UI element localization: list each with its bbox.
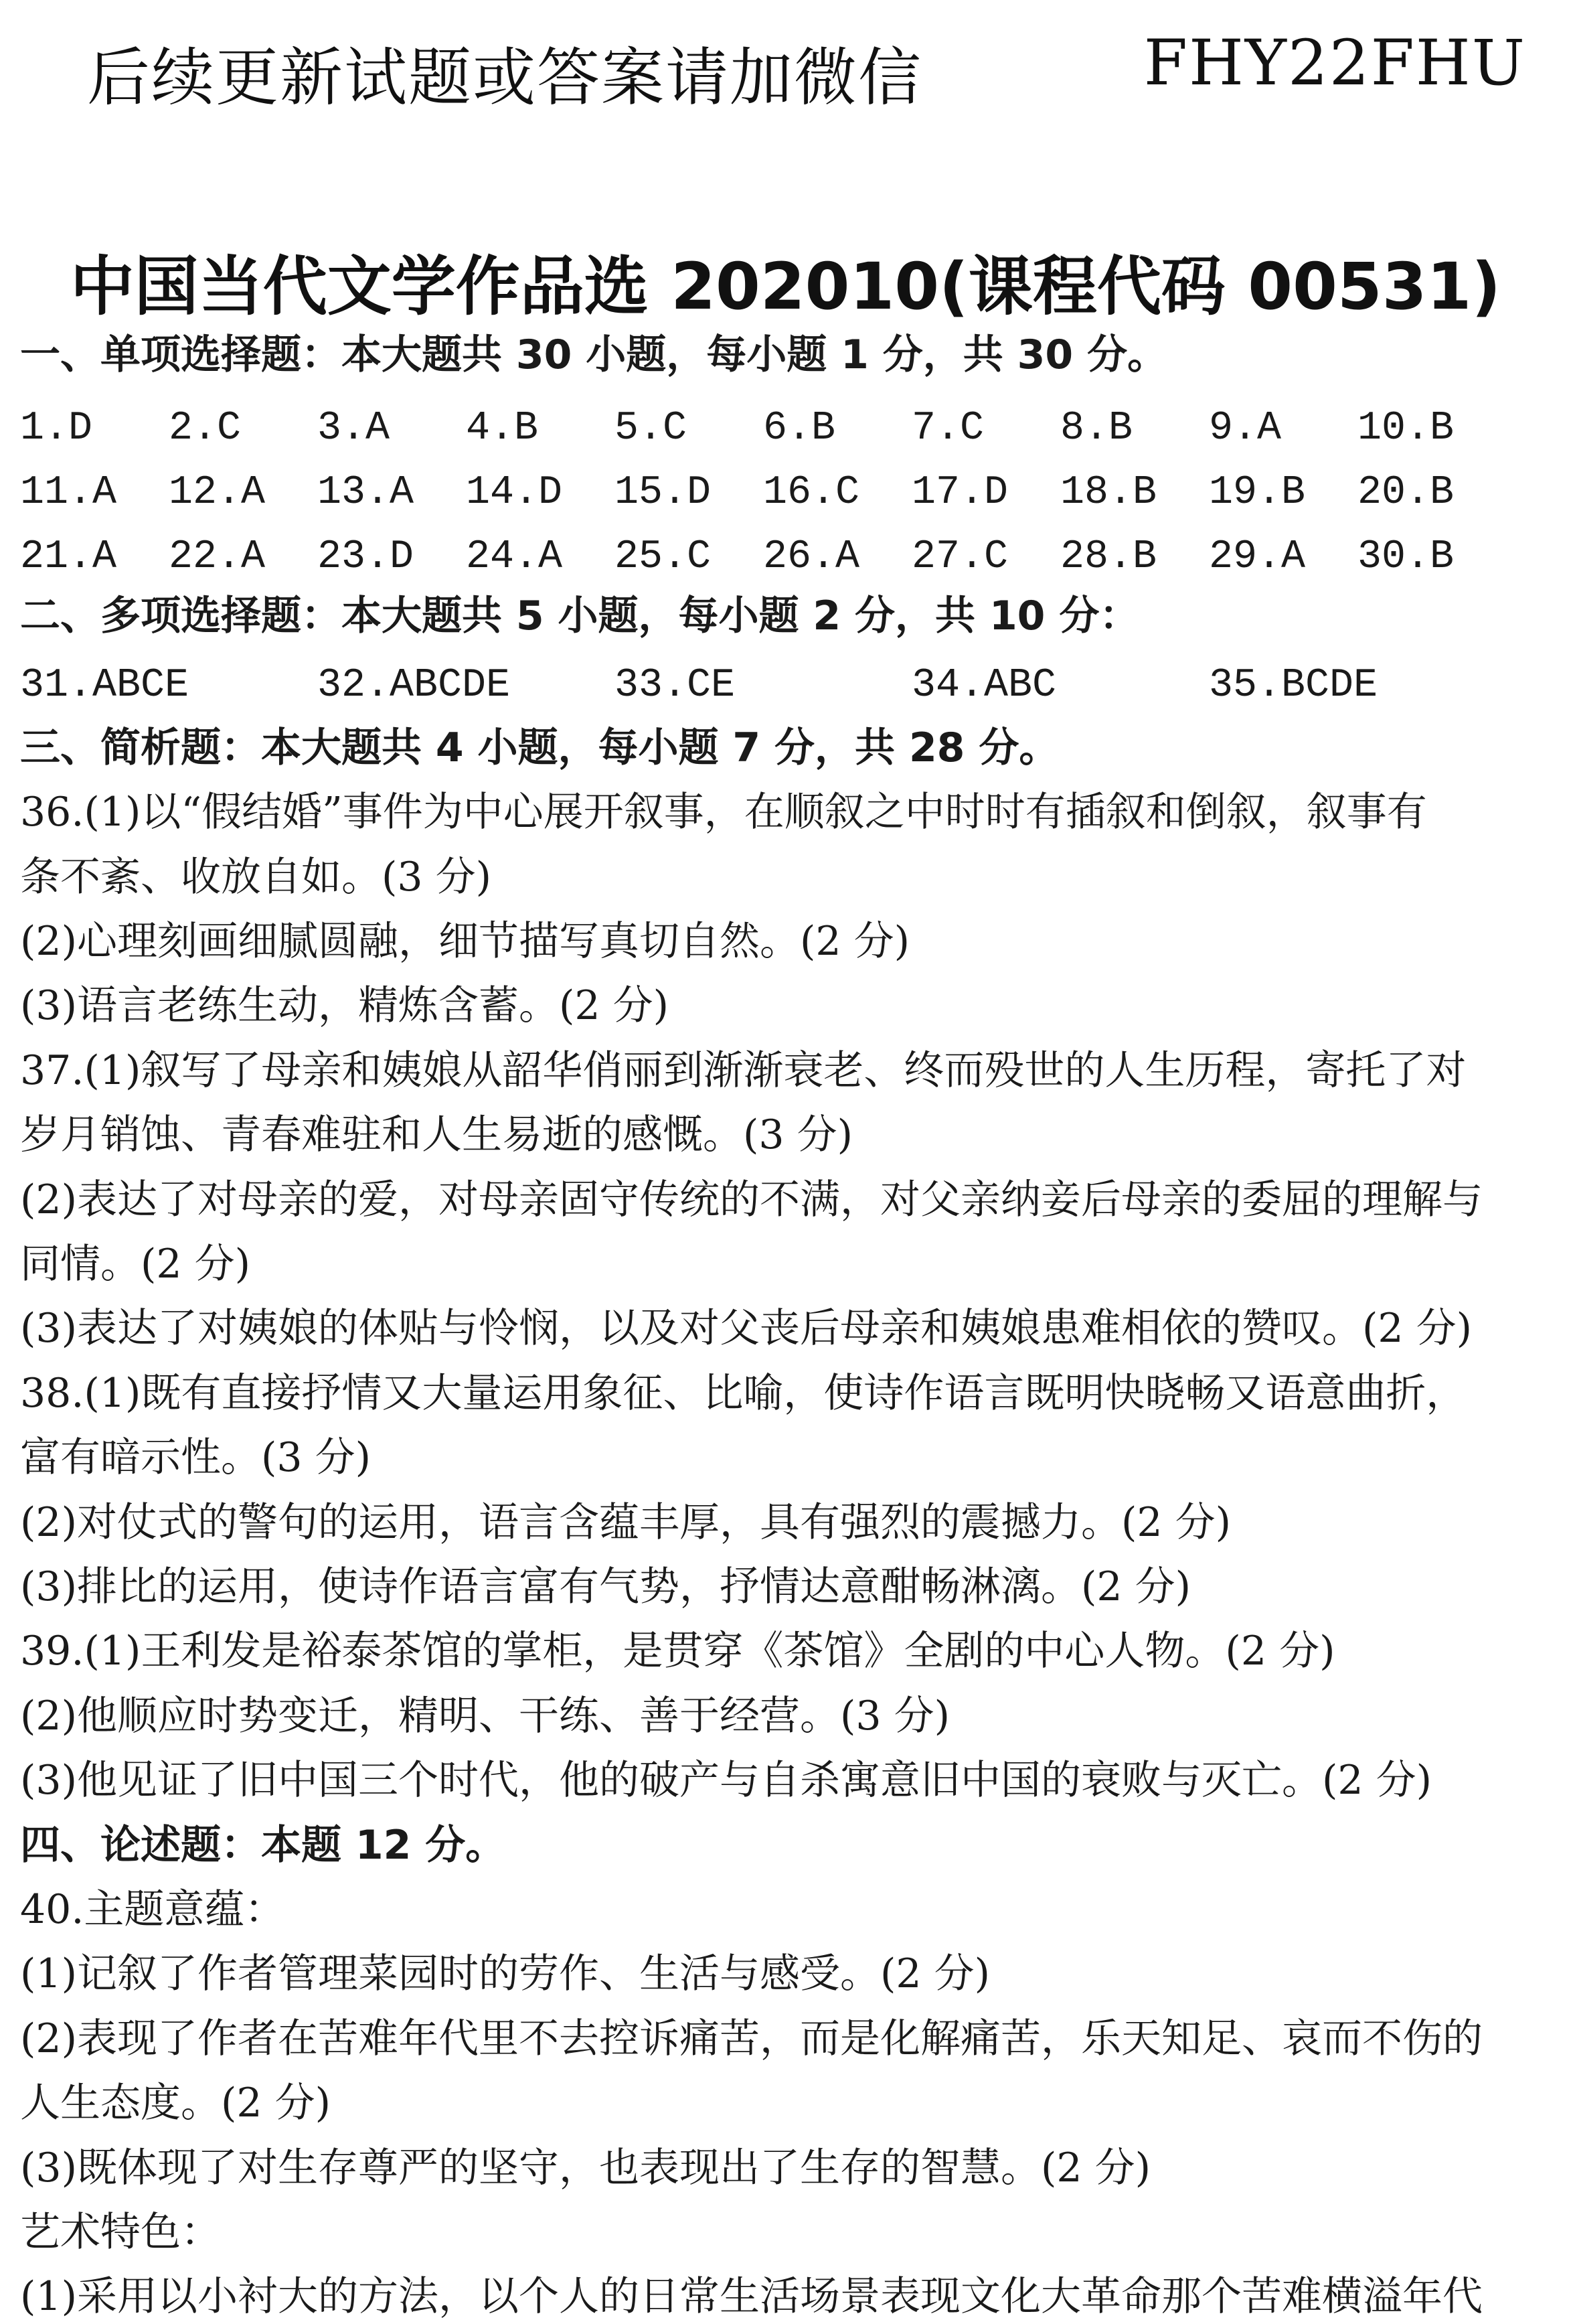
single-choice-answer: 22.A xyxy=(169,534,266,580)
multiple-choice-answer: 31.ABCE xyxy=(20,663,189,708)
answer-line: (1)采用以小衬大的方法，以个人的日常生活场景表现文化大革命那个苦难横溢年代 xyxy=(20,2273,1483,2320)
single-choice-answer: 14.D xyxy=(466,470,563,516)
single-choice-answer: 1.D xyxy=(20,406,93,451)
single-choice-answer: 21.A xyxy=(20,534,117,580)
single-choice-answer: 5.C xyxy=(614,406,687,451)
answer-line: (2)他顺应时势变迁，精明、干练、善于经营。(3 分) xyxy=(20,1693,950,1739)
multiple-choice-answer: 35.BCDE xyxy=(1209,663,1378,708)
answer-line: 40.主题意蕴： xyxy=(20,1886,285,1933)
answer-line: (1)记叙了作者管理菜园时的劳作、生活与感受。(2 分) xyxy=(20,1950,991,1997)
section1-heading: 一、单项选择题：本大题共 30 小题，每小题 1 分，共 30 分。 xyxy=(20,331,1168,378)
answer-line: (3)排比的运用，使诗作语言富有气势，抒情达意酣畅淋漓。(2 分) xyxy=(20,1563,1191,1610)
answer-line: 岁月销蚀、青春难驻和人生易逝的感慨。(3 分) xyxy=(20,1111,853,1158)
answer-line: 富有暗示性。(3 分) xyxy=(20,1434,371,1481)
answer-line: (3)语言老练生动，精炼含蓄。(2 分) xyxy=(20,982,669,1029)
single-choice-answer: 26.A xyxy=(763,534,860,580)
single-choice-answer: 30.B xyxy=(1357,534,1455,580)
answer-line: (2)心理刻画细腻圆融，细节描写真切自然。(2 分) xyxy=(20,918,910,965)
multiple-choice-answer: 34.ABC xyxy=(912,663,1057,708)
single-choice-answer: 24.A xyxy=(466,534,563,580)
answer-line: 条不紊、收放自如。(3 分) xyxy=(20,854,492,901)
answer-line: 艺术特色： xyxy=(20,2209,221,2256)
single-choice-answer: 15.D xyxy=(614,470,712,516)
multiple-choice-answer: 32.ABCDE xyxy=(317,663,511,708)
single-choice-answer: 23.D xyxy=(317,534,414,580)
answer-line: (2)表达了对母亲的爱，对母亲固守传统的不满，对父亲纳妾后母亲的委屈的理解与 xyxy=(20,1176,1483,1223)
single-choice-answer: 17.D xyxy=(912,470,1009,516)
single-choice-answer: 25.C xyxy=(614,534,712,580)
answer-line: 38.(1)既有直接抒情又大量运用象征、比喻，使诗作语言既明快晓畅又语意曲折， xyxy=(20,1370,1467,1417)
multiple-choice-answers xyxy=(20,653,1506,718)
single-choice-answer: 18.B xyxy=(1060,470,1157,516)
single-choice-answer: 8.B xyxy=(1060,406,1133,451)
single-choice-answer: 13.A xyxy=(317,470,414,516)
contact-note-text: 后续更新试题或答案请加微信 xyxy=(87,42,923,114)
single-choice-answer: 28.B xyxy=(1060,534,1157,580)
answer-line: 39.(1)王利发是裕泰茶馆的掌柜，是贯穿《茶馆》全剧的中心人物。(2 分) xyxy=(20,1628,1335,1675)
section4-heading: 四、论述题：本题 12 分。 xyxy=(20,1822,506,1869)
answer-line: 人生态度。(2 分) xyxy=(20,2080,331,2126)
answer-line: 37.(1)叙写了母亲和姨娘从韶华俏丽到渐渐衰老、终而殁世的人生历程，寄托了对 xyxy=(20,1047,1467,1094)
answer-line: (2)表现了作者在苦难年代里不去控诉痛苦，而是化解痛苦，乐天知足、哀而不伤的 xyxy=(20,2015,1483,2062)
single-choice-answer: 9.A xyxy=(1209,406,1282,451)
answer-line: (2)对仗式的警句的运用，语言含蕴丰厚，具有强烈的震撼力。(2 分) xyxy=(20,1499,1232,1546)
contact-note xyxy=(87,27,1526,117)
single-choice-answer: 10.B xyxy=(1357,406,1455,451)
single-choice-answer: 6.B xyxy=(763,406,836,451)
answer-line: (3)既体现了对生存尊严的坚守，也表现出了生存的智慧。(2 分) xyxy=(20,2145,1151,2191)
section3-heading: 三、简析题：本大题共 4 小题，每小题 7 分，共 28 分。 xyxy=(20,724,1060,771)
multiple-choice-answer: 33.CE xyxy=(614,663,736,708)
single-choice-answer: 7.C xyxy=(912,406,985,451)
single-choice-answer: 11.A xyxy=(20,470,117,516)
single-choice-answer: 12.A xyxy=(169,470,266,516)
document-title: 中国当代文学作品选 202010(课程代码 00531) xyxy=(70,249,1501,324)
single-choice-answers xyxy=(20,396,1506,589)
wechat-id: FHY22FHU xyxy=(1143,27,1526,100)
single-choice-answer: 2.C xyxy=(169,406,242,451)
single-choice-answer: 3.A xyxy=(317,406,390,451)
single-choice-answer: 27.C xyxy=(912,534,1009,580)
answer-line: 同情。(2 分) xyxy=(20,1241,251,1288)
answer-line: (3)表达了对姨娘的体贴与怜悯，以及对父丧后母亲和姨娘患难相依的赞叹。(2 分) xyxy=(20,1305,1473,1352)
single-choice-answer: 19.B xyxy=(1209,470,1306,516)
section2-heading: 二、多项选择题：本大题共 5 小题，每小题 2 分，共 10 分： xyxy=(20,593,1140,639)
single-choice-answer: 29.A xyxy=(1209,534,1306,580)
answer-line: (3)他见证了旧中国三个时代，他的破产与自杀寓意旧中国的衰败与灭亡。(2 分) xyxy=(20,1757,1432,1804)
answer-line: 36.(1)以“假结婚”事件为中心展开叙事，在顺叙之中时时有插叙和倒叙，叙事有 xyxy=(20,789,1427,836)
single-choice-answer: 4.B xyxy=(466,406,539,451)
single-choice-answer: 16.C xyxy=(763,470,860,516)
single-choice-answer: 20.B xyxy=(1357,470,1455,516)
